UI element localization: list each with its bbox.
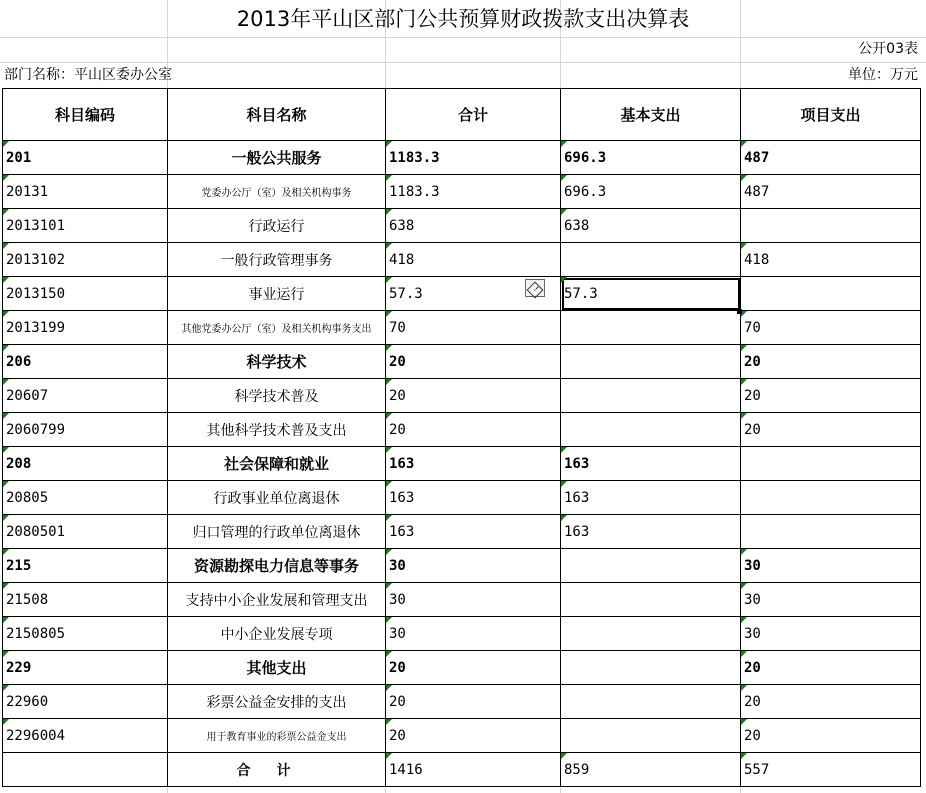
total-cell[interactable]: 20 [386,379,561,413]
error-marker-icon [386,685,392,691]
project-cell[interactable] [741,515,921,549]
error-marker-icon [741,753,747,759]
error-marker-icon [3,583,9,589]
error-marker-icon [741,583,747,589]
total-label[interactable]: 合计 [168,753,386,787]
name-cell[interactable]: 彩票公益金安排的支出 [168,685,386,719]
table-row [3,209,921,243]
error-marker-icon [3,209,9,215]
project-cell[interactable]: 20 [741,685,921,719]
error-marker-icon [386,379,392,385]
total-basic-cell[interactable]: 859 [561,753,741,787]
gridline [0,62,926,63]
error-marker-icon [386,515,392,521]
basic-cell[interactable] [561,685,741,719]
total-cell[interactable]: 57.3 [386,277,561,311]
header-name[interactable]: 科目名称 [168,89,386,141]
code-cell[interactable]: 20805 [3,481,168,515]
gridline [0,37,926,38]
table-row [3,141,921,175]
table-row [3,515,921,549]
header-basic[interactable]: 基本支出 [561,89,741,141]
budget-table [2,88,921,787]
error-marker-icon [741,379,747,385]
error-marker-icon [386,617,392,623]
basic-cell[interactable]: 163 [561,447,741,481]
name-cell[interactable]: 社会保障和就业 [168,447,386,481]
basic-cell[interactable] [561,617,741,651]
total-row [3,753,921,787]
code-cell[interactable]: 2150805 [3,617,168,651]
project-cell[interactable]: 20 [741,413,921,447]
code-cell[interactable]: 201 [3,141,168,175]
error-marker-icon [561,515,567,521]
error-marker-icon [3,549,9,555]
project-cell[interactable]: 20 [741,379,921,413]
total-cell[interactable]: 1183.3 [386,175,561,209]
error-marker-icon [741,243,747,249]
fill-handle[interactable] [737,309,742,314]
project-cell[interactable]: 30 [741,549,921,583]
error-marker-icon [561,481,567,487]
name-cell[interactable]: 一般公共服务 [168,141,386,175]
error-marker-icon [561,447,567,453]
error-marker-icon [741,175,747,181]
error-marker-icon [386,345,392,351]
table-row [3,583,921,617]
code-cell[interactable]: 206 [3,345,168,379]
error-marker-icon [386,583,392,589]
total-cell[interactable]: 70 [386,311,561,345]
table-row [3,617,921,651]
name-cell[interactable]: 支持中小企业发展和管理支出 [168,583,386,617]
basic-cell[interactable]: 638 [561,209,741,243]
total-code-cell[interactable] [3,753,168,787]
name-cell[interactable]: 党委办公厅（室）及相关机构事务 [168,175,386,209]
name-cell[interactable]: 事业运行 [168,277,386,311]
error-marker-icon [3,685,9,691]
total-cell[interactable]: 638 [386,209,561,243]
error-marker-icon [3,719,9,725]
project-cell[interactable]: 487 [741,175,921,209]
error-marker-icon [386,243,392,249]
table-row [3,719,921,753]
table-row [3,447,921,481]
name-cell[interactable]: 其他支出 [168,651,386,685]
name-cell[interactable]: 科学技术普及 [168,379,386,413]
name-cell[interactable]: 其他党委办公厅（室）及相关机构事务支出 [168,311,386,345]
error-marker-icon [741,345,747,351]
table-row [3,651,921,685]
code-cell[interactable]: 21508 [3,583,168,617]
error-marker-icon [3,481,9,487]
error-marker-icon [741,141,747,147]
sheet-title[interactable]: 2013年平山区部门公共预算财政拨款支出决算表 [236,7,690,31]
project-cell[interactable]: 30 [741,583,921,617]
code-cell[interactable]: 22960 [3,685,168,719]
error-marker-icon [386,311,392,317]
error-marker-icon [3,447,9,453]
code-cell[interactable]: 2013150 [3,277,168,311]
error-marker-icon [561,209,567,215]
error-marker-icon [741,413,747,419]
error-marker-icon [3,379,9,385]
code-cell[interactable]: 2060799 [3,413,168,447]
code-cell[interactable]: 2013199 [3,311,168,345]
basic-cell[interactable] [561,243,741,277]
error-marker-icon [741,719,747,725]
total-sum-cell[interactable]: 1416 [386,753,561,787]
name-cell[interactable]: 行政事业单位离退休 [168,481,386,515]
error-marker-icon [386,481,392,487]
project-cell[interactable]: 487 [741,141,921,175]
project-cell[interactable]: 20 [741,345,921,379]
error-marker-icon [3,617,9,623]
basic-cell[interactable]: 696.3 [561,175,741,209]
total-cell[interactable]: 163 [386,515,561,549]
name-cell[interactable]: 资源勘探电力信息等事务 [168,549,386,583]
table-row [3,311,921,345]
error-marker-icon [386,549,392,555]
basic-cell[interactable] [561,583,741,617]
name-cell[interactable]: 中小企业发展专项 [168,617,386,651]
code-cell[interactable]: 20131 [3,175,168,209]
basic-cell[interactable] [561,719,741,753]
name-cell[interactable]: 科学技术 [168,345,386,379]
code-cell[interactable]: 2013101 [3,209,168,243]
department-label[interactable]: 部门名称：平山区委办公室 [4,67,172,83]
project-cell[interactable] [741,209,921,243]
total-cell[interactable]: 20 [386,685,561,719]
error-marker-icon [3,515,9,521]
table-row [3,549,921,583]
error-marker-icon [386,753,392,759]
error-marker-icon [561,277,567,283]
basic-cell[interactable] [561,311,741,345]
error-marker-icon [386,651,392,657]
project-cell[interactable] [741,447,921,481]
total-cell[interactable]: 163 [386,481,561,515]
basic-cell[interactable] [561,651,741,685]
error-marker-icon [386,719,392,725]
basic-cell[interactable]: 163 [561,481,741,515]
error-marker-icon [561,175,567,181]
total-cell[interactable]: 418 [386,243,561,277]
basic-cell[interactable] [561,549,741,583]
header-total[interactable]: 合计 [386,89,561,141]
basic-cell[interactable] [561,345,741,379]
project-cell[interactable]: 20 [741,719,921,753]
code-cell[interactable]: 2013102 [3,243,168,277]
basic-cell[interactable]: 696.3 [561,141,741,175]
table-row [3,277,921,311]
header-code[interactable]: 科目编码 [3,89,168,141]
project-cell[interactable]: 20 [741,651,921,685]
total-cell[interactable]: 30 [386,583,561,617]
table-row [3,175,921,209]
total-cell[interactable]: 30 [386,549,561,583]
name-cell[interactable]: 归口管理的行政单位离退休 [168,515,386,549]
total-cell[interactable]: 20 [386,719,561,753]
name-cell[interactable]: 其他科学技术普及支出 [168,413,386,447]
name-cell[interactable]: 用于教育事业的彩票公益金支出 [168,719,386,753]
code-cell[interactable]: 208 [3,447,168,481]
error-marker-icon [386,447,392,453]
basic-cell[interactable] [561,413,741,447]
error-marker-icon [3,651,9,657]
error-marker-icon [741,685,747,691]
unit-label[interactable]: 单位：万元 [848,67,918,83]
name-cell[interactable]: 一般行政管理事务 [168,243,386,277]
code-cell[interactable]: 229 [3,651,168,685]
error-marker-icon [386,413,392,419]
project-cell[interactable] [741,481,921,515]
total-project-cell[interactable]: 557 [741,753,921,787]
code-cell[interactable]: 20607 [3,379,168,413]
error-marker-icon [3,311,9,317]
total-cell[interactable]: 20 [386,413,561,447]
table-row [3,685,921,719]
code-cell[interactable]: 2080501 [3,515,168,549]
error-check-icon[interactable]: ! [525,279,545,297]
error-marker-icon [3,243,9,249]
name-cell[interactable]: 行政运行 [168,209,386,243]
form-number[interactable]: 公开03表 [858,41,918,57]
error-marker-icon [386,175,392,181]
table-row [3,481,921,515]
total-cell[interactable]: 30 [386,617,561,651]
table-row [3,345,921,379]
table-row [3,243,921,277]
total-cell[interactable]: 20 [386,345,561,379]
error-marker-icon [741,549,747,555]
header-row [3,89,921,141]
error-marker-icon [3,345,9,351]
error-marker-icon [3,141,9,147]
project-cell[interactable] [741,277,921,311]
project-cell[interactable]: 70 [741,311,921,345]
total-cell[interactable]: 163 [386,447,561,481]
table-row [3,379,921,413]
error-marker-icon [741,651,747,657]
error-marker-icon [386,141,392,147]
code-cell[interactable]: 215 [3,549,168,583]
error-marker-icon [741,617,747,623]
error-marker-icon [386,209,392,215]
table-row [3,413,921,447]
total-cell[interactable]: 20 [386,651,561,685]
header-project[interactable]: 项目支出 [741,89,921,141]
code-cell[interactable]: 2296004 [3,719,168,753]
basic-cell[interactable] [561,379,741,413]
error-marker-icon [3,277,9,283]
error-marker-icon [386,277,392,283]
project-cell[interactable]: 30 [741,617,921,651]
basic-cell[interactable]: 57.3 [561,277,741,311]
project-cell[interactable]: 418 [741,243,921,277]
error-marker-icon [3,413,9,419]
error-marker-icon [3,175,9,181]
error-marker-icon [561,753,567,759]
total-cell[interactable]: 1183.3 [386,141,561,175]
basic-cell[interactable]: 163 [561,515,741,549]
error-marker-icon [561,141,567,147]
